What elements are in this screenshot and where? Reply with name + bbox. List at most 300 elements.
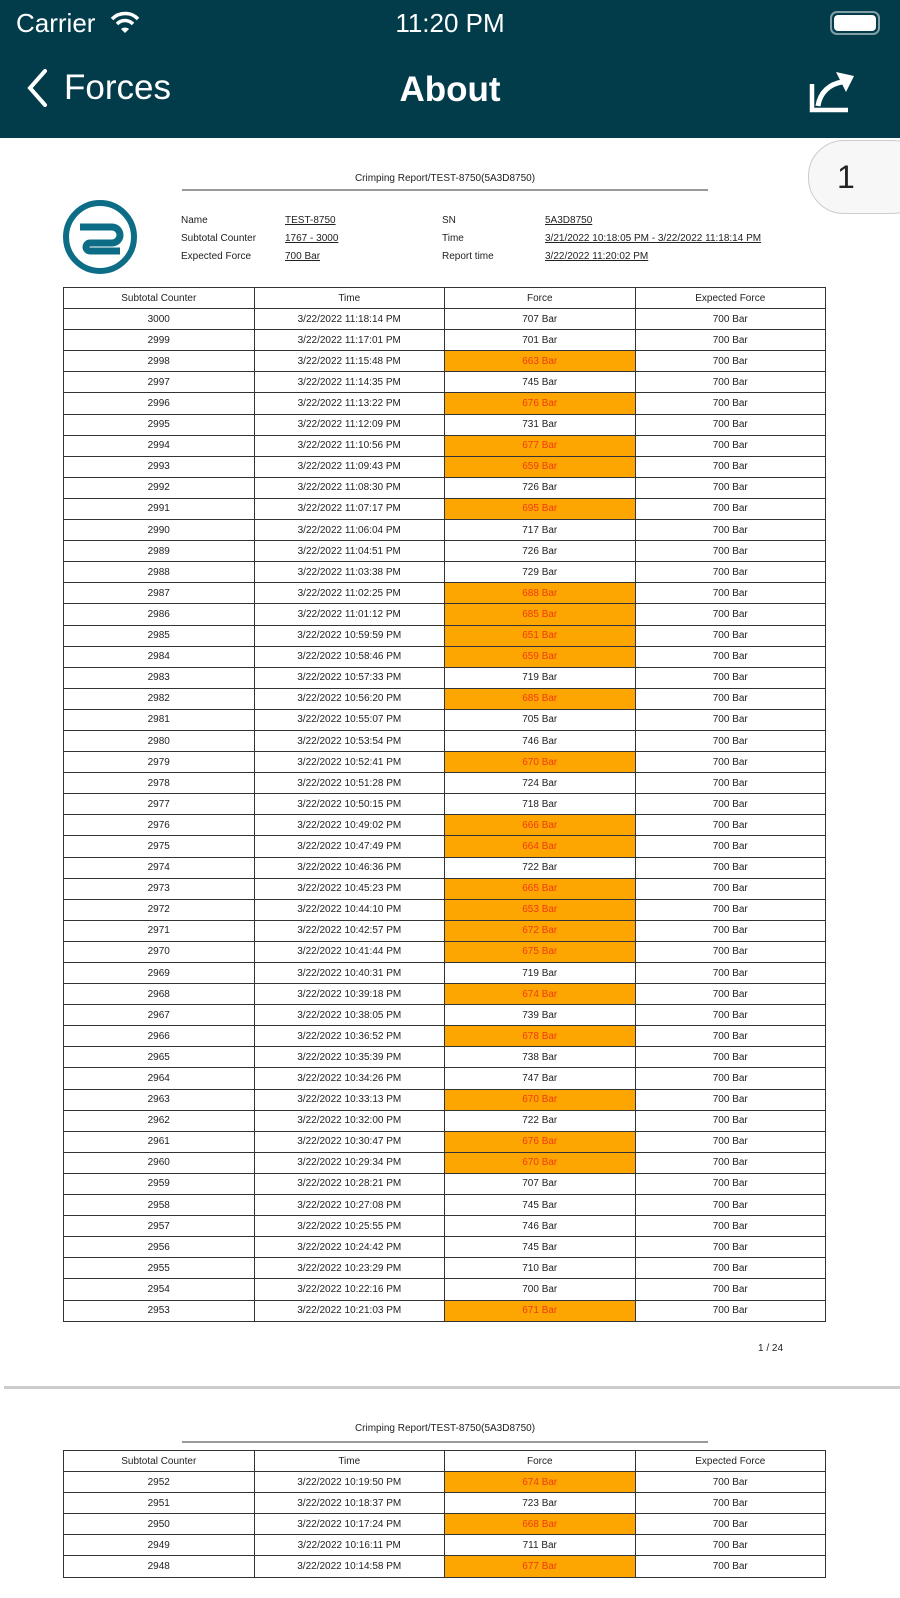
subtotal-counter-cell: 2986 bbox=[64, 604, 255, 625]
table-row bbox=[64, 963, 826, 984]
time-cell: 3/22/2022 10:41:44 PM bbox=[254, 941, 445, 962]
subtotal-counter-cell: 2983 bbox=[64, 667, 255, 688]
time-cell: 3/22/2022 10:35:39 PM bbox=[254, 1047, 445, 1068]
table-row bbox=[64, 984, 826, 1005]
force-cell: 685 Bar bbox=[445, 604, 636, 625]
table-row bbox=[64, 1472, 826, 1493]
subtotal-counter-cell: 2958 bbox=[64, 1195, 255, 1216]
table-row bbox=[64, 941, 826, 962]
force-cell: 663 Bar bbox=[445, 351, 636, 372]
sn-label: SN bbox=[442, 215, 456, 226]
time-cell: 3/22/2022 10:46:36 PM bbox=[254, 857, 445, 878]
force-cell: 719 Bar bbox=[445, 963, 636, 984]
time-cell: 3/22/2022 10:33:13 PM bbox=[254, 1089, 445, 1110]
subtotal-counter-cell: 2963 bbox=[64, 1089, 255, 1110]
subtotal-counter-cell: 2982 bbox=[64, 688, 255, 709]
column-header: Subtotal Counter bbox=[64, 1451, 255, 1472]
subtotal-counter-cell: 2988 bbox=[64, 562, 255, 583]
time-cell: 3/22/2022 10:27:08 PM bbox=[254, 1195, 445, 1216]
force-cell: 675 Bar bbox=[445, 941, 636, 962]
expected-force-cell: 700 Bar bbox=[635, 583, 826, 604]
force-cell: 746 Bar bbox=[445, 1216, 636, 1237]
page-number: 1 / 24 bbox=[758, 1343, 784, 1354]
time-cell: 3/22/2022 10:25:55 PM bbox=[254, 1216, 445, 1237]
column-header: Expected Force bbox=[635, 288, 826, 309]
name-value: TEST-8750 bbox=[285, 215, 336, 226]
expected-force-cell: 700 Bar bbox=[635, 477, 826, 498]
subtotal-counter-cell: 2990 bbox=[64, 520, 255, 541]
subtotal-counter-cell: 2984 bbox=[64, 646, 255, 667]
table-row bbox=[64, 1556, 826, 1577]
time-value: 3/21/2022 10:18:05 PM - 3/22/2022 11:18:14 PM bbox=[545, 233, 762, 244]
expected-force-cell: 700 Bar bbox=[635, 1089, 826, 1110]
time-cell: 3/22/2022 11:08:30 PM bbox=[254, 477, 445, 498]
time-cell: 3/22/2022 11:14:35 PM bbox=[254, 372, 445, 393]
expected-force-label: Expected Force bbox=[181, 251, 252, 262]
table-row bbox=[64, 372, 826, 393]
table-row bbox=[64, 583, 826, 604]
subtotal-counter-cell: 2989 bbox=[64, 541, 255, 562]
expected-force-cell: 700 Bar bbox=[635, 1279, 826, 1300]
force-cell: 711 Bar bbox=[445, 1535, 636, 1556]
table-row bbox=[64, 1514, 826, 1535]
expected-force-cell: 700 Bar bbox=[635, 1110, 826, 1131]
table-row bbox=[64, 330, 826, 351]
force-cell: 664 Bar bbox=[445, 836, 636, 857]
expected-force-cell: 700 Bar bbox=[635, 941, 826, 962]
expected-force-cell: 700 Bar bbox=[635, 435, 826, 456]
table-row bbox=[64, 1068, 826, 1089]
subtotal-counter-cell: 2949 bbox=[64, 1535, 255, 1556]
expected-force-cell: 700 Bar bbox=[635, 1005, 826, 1026]
time-cell: 3/22/2022 11:02:25 PM bbox=[254, 583, 445, 604]
expected-force-cell: 700 Bar bbox=[635, 372, 826, 393]
table-row bbox=[64, 1258, 826, 1279]
sn-value: 5A3D8750 bbox=[545, 215, 593, 226]
time-cell: 3/22/2022 10:47:49 PM bbox=[254, 836, 445, 857]
time-cell: 3/22/2022 11:18:14 PM bbox=[254, 309, 445, 330]
table-row bbox=[64, 899, 826, 920]
expected-force-cell: 700 Bar bbox=[635, 625, 826, 646]
force-cell: 688 Bar bbox=[445, 583, 636, 604]
subtotal-counter-cell: 2960 bbox=[64, 1152, 255, 1173]
expected-force-cell: 700 Bar bbox=[635, 1556, 826, 1577]
subtotal-counter-cell: 2961 bbox=[64, 1131, 255, 1152]
force-cell: 685 Bar bbox=[445, 688, 636, 709]
force-cell: 726 Bar bbox=[445, 477, 636, 498]
expected-force-cell: 700 Bar bbox=[635, 1472, 826, 1493]
table-row bbox=[64, 1110, 826, 1131]
time-cell: 3/22/2022 11:15:48 PM bbox=[254, 351, 445, 372]
force-cell: 653 Bar bbox=[445, 899, 636, 920]
subtotal-counter-cell: 2954 bbox=[64, 1279, 255, 1300]
table-row bbox=[64, 646, 826, 667]
expected-force-cell: 700 Bar bbox=[635, 1258, 826, 1279]
expected-force-cell: 700 Bar bbox=[635, 1237, 826, 1258]
table-row bbox=[64, 1026, 826, 1047]
report-title: Crimping Report/TEST-8750(5A3D8750) bbox=[354, 173, 536, 184]
time-cell: 3/22/2022 10:18:37 PM bbox=[254, 1493, 445, 1514]
subtotal-label: Subtotal Counter bbox=[181, 233, 257, 244]
expected-force-cell: 700 Bar bbox=[635, 794, 826, 815]
time-cell: 3/22/2022 10:32:00 PM bbox=[254, 1110, 445, 1131]
expected-force-cell: 700 Bar bbox=[635, 688, 826, 709]
table-row bbox=[64, 730, 826, 751]
subtotal-counter-cell: 2951 bbox=[64, 1493, 255, 1514]
table-row bbox=[64, 562, 826, 583]
time-cell: 3/22/2022 10:51:28 PM bbox=[254, 773, 445, 794]
force-cell: 677 Bar bbox=[445, 1556, 636, 1577]
subtotal-counter-cell: 2972 bbox=[64, 899, 255, 920]
table-row bbox=[64, 878, 826, 899]
time-cell: 3/22/2022 10:42:57 PM bbox=[254, 920, 445, 941]
expected-force-cell: 700 Bar bbox=[635, 456, 826, 477]
subtotal-counter-cell: 2980 bbox=[64, 730, 255, 751]
expected-force-cell: 700 Bar bbox=[635, 1216, 826, 1237]
time-cell: 3/22/2022 10:58:46 PM bbox=[254, 646, 445, 667]
force-cell: 659 Bar bbox=[445, 646, 636, 667]
force-cell: 670 Bar bbox=[445, 752, 636, 773]
force-cell: 746 Bar bbox=[445, 730, 636, 751]
expected-force-cell: 700 Bar bbox=[635, 562, 826, 583]
page-indicator: 1 bbox=[808, 140, 900, 214]
company-logo bbox=[62, 199, 138, 278]
table-header-row bbox=[64, 288, 826, 309]
subtotal-counter-cell: 2953 bbox=[64, 1300, 255, 1321]
column-header: Time bbox=[254, 288, 445, 309]
table-row bbox=[64, 773, 826, 794]
time-cell: 3/22/2022 10:21:03 PM bbox=[254, 1300, 445, 1321]
expected-force-cell: 700 Bar bbox=[635, 984, 826, 1005]
title-divider bbox=[182, 189, 708, 191]
time-cell: 3/22/2022 10:44:10 PM bbox=[254, 899, 445, 920]
expected-force-cell: 700 Bar bbox=[635, 878, 826, 899]
force-cell: 670 Bar bbox=[445, 1089, 636, 1110]
table-row bbox=[64, 794, 826, 815]
force-cell: 718 Bar bbox=[445, 794, 636, 815]
subtotal-counter-cell: 2955 bbox=[64, 1258, 255, 1279]
subtotal-counter-cell: 2964 bbox=[64, 1068, 255, 1089]
table-row bbox=[64, 1047, 826, 1068]
time-cell: 3/22/2022 10:14:58 PM bbox=[254, 1556, 445, 1577]
force-cell: 722 Bar bbox=[445, 857, 636, 878]
force-cell: 700 Bar bbox=[445, 1279, 636, 1300]
force-cell: 670 Bar bbox=[445, 1152, 636, 1173]
time-cell: 3/22/2022 10:57:33 PM bbox=[254, 667, 445, 688]
table-row bbox=[64, 1131, 826, 1152]
force-cell: 671 Bar bbox=[445, 1300, 636, 1321]
time-cell: 3/22/2022 11:12:09 PM bbox=[254, 414, 445, 435]
back-label: Forces bbox=[64, 68, 171, 107]
table-row bbox=[64, 541, 826, 562]
time-cell: 3/22/2022 11:09:43 PM bbox=[254, 456, 445, 477]
subtotal-counter-cell: 2979 bbox=[64, 752, 255, 773]
force-cell: 674 Bar bbox=[445, 984, 636, 1005]
force-cell: 678 Bar bbox=[445, 1026, 636, 1047]
time-cell: 3/22/2022 10:59:59 PM bbox=[254, 625, 445, 646]
expected-force-cell: 700 Bar bbox=[635, 1535, 826, 1556]
expected-force-cell: 700 Bar bbox=[635, 899, 826, 920]
expected-force-cell: 700 Bar bbox=[635, 1173, 826, 1194]
time-cell: 3/22/2022 10:40:31 PM bbox=[254, 963, 445, 984]
time-cell: 3/22/2022 10:50:15 PM bbox=[254, 794, 445, 815]
force-cell: 745 Bar bbox=[445, 372, 636, 393]
time-cell: 3/22/2022 10:36:52 PM bbox=[254, 1026, 445, 1047]
force-cell: 745 Bar bbox=[445, 1237, 636, 1258]
table-row bbox=[64, 1089, 826, 1110]
time-cell: 3/22/2022 10:16:11 PM bbox=[254, 1535, 445, 1556]
table-row bbox=[64, 1300, 826, 1321]
column-header: Force bbox=[445, 288, 636, 309]
subtotal-counter-cell: 2959 bbox=[64, 1173, 255, 1194]
subtotal-counter-cell: 2968 bbox=[64, 984, 255, 1005]
time-cell: 3/22/2022 10:19:50 PM bbox=[254, 1472, 445, 1493]
subtotal-counter-cell: 2994 bbox=[64, 435, 255, 456]
force-cell: 707 Bar bbox=[445, 309, 636, 330]
table-row bbox=[64, 1535, 826, 1556]
force-cell: 668 Bar bbox=[445, 1514, 636, 1535]
table-row bbox=[64, 625, 826, 646]
expected-force-cell: 700 Bar bbox=[635, 393, 826, 414]
time-cell: 3/22/2022 10:56:20 PM bbox=[254, 688, 445, 709]
force-cell: 677 Bar bbox=[445, 435, 636, 456]
subtotal-counter-cell: 2976 bbox=[64, 815, 255, 836]
table-row bbox=[64, 1237, 826, 1258]
force-cell: 695 Bar bbox=[445, 498, 636, 519]
table-row bbox=[64, 667, 826, 688]
table-row bbox=[64, 1493, 826, 1514]
time-cell: 3/22/2022 11:04:51 PM bbox=[254, 541, 445, 562]
subtotal-counter-cell: 2962 bbox=[64, 1110, 255, 1131]
force-cell: 659 Bar bbox=[445, 456, 636, 477]
expected-force-cell: 700 Bar bbox=[635, 604, 826, 625]
force-cell: 672 Bar bbox=[445, 920, 636, 941]
subtotal-counter-cell: 2991 bbox=[64, 498, 255, 519]
force-cell: 710 Bar bbox=[445, 1258, 636, 1279]
report-time-value: 3/22/2022 11:20:02 PM bbox=[545, 251, 649, 262]
table-row bbox=[64, 414, 826, 435]
time-cell: 3/22/2022 10:24:42 PM bbox=[254, 1237, 445, 1258]
table-row bbox=[64, 1279, 826, 1300]
time-cell: 3/22/2022 10:38:05 PM bbox=[254, 1005, 445, 1026]
subtotal-counter-cell: 3000 bbox=[64, 309, 255, 330]
expected-force-cell: 700 Bar bbox=[635, 520, 826, 541]
force-cell: 707 Bar bbox=[445, 1173, 636, 1194]
time-cell: 3/22/2022 10:23:29 PM bbox=[254, 1258, 445, 1279]
force-cell: 747 Bar bbox=[445, 1068, 636, 1089]
time-cell: 3/22/2022 10:39:18 PM bbox=[254, 984, 445, 1005]
time-cell: 3/22/2022 10:30:47 PM bbox=[254, 1131, 445, 1152]
subtotal-counter-cell: 2971 bbox=[64, 920, 255, 941]
expected-force-cell: 700 Bar bbox=[635, 730, 826, 751]
table-row bbox=[64, 1152, 826, 1173]
status-time: 11:20 PM bbox=[395, 8, 505, 38]
time-cell: 3/22/2022 11:10:56 PM bbox=[254, 435, 445, 456]
time-cell: 3/22/2022 10:22:16 PM bbox=[254, 1279, 445, 1300]
subtotal-counter-cell: 2970 bbox=[64, 941, 255, 962]
table-row bbox=[64, 752, 826, 773]
column-header: Subtotal Counter bbox=[64, 288, 255, 309]
expected-force-cell: 700 Bar bbox=[635, 836, 826, 857]
force-cell: 719 Bar bbox=[445, 667, 636, 688]
time-cell: 3/22/2022 11:17:01 PM bbox=[254, 330, 445, 351]
expected-force-cell: 700 Bar bbox=[635, 414, 826, 435]
force-cell: 731 Bar bbox=[445, 414, 636, 435]
report-title-page-2: Crimping Report/TEST-8750(5A3D8750) bbox=[354, 1423, 536, 1434]
force-cell: 738 Bar bbox=[445, 1047, 636, 1068]
time-cell: 3/22/2022 11:06:04 PM bbox=[254, 520, 445, 541]
subtotal-counter-cell: 2998 bbox=[64, 351, 255, 372]
table-row bbox=[64, 498, 826, 519]
force-table-page-1 bbox=[63, 287, 826, 1322]
expected-force-cell: 700 Bar bbox=[635, 963, 826, 984]
table-row bbox=[64, 520, 826, 541]
expected-force-cell: 700 Bar bbox=[635, 815, 826, 836]
table-header-row bbox=[64, 1451, 826, 1472]
table-row bbox=[64, 836, 826, 857]
time-cell: 3/22/2022 11:03:38 PM bbox=[254, 562, 445, 583]
time-cell: 3/22/2022 10:55:07 PM bbox=[254, 709, 445, 730]
subtotal-counter-cell: 2956 bbox=[64, 1237, 255, 1258]
force-cell: 739 Bar bbox=[445, 1005, 636, 1026]
expected-force-cell: 700 Bar bbox=[635, 1152, 826, 1173]
subtotal-counter-cell: 2948 bbox=[64, 1556, 255, 1577]
expected-force-cell: 700 Bar bbox=[635, 498, 826, 519]
subtotal-counter-cell: 2965 bbox=[64, 1047, 255, 1068]
force-cell: 722 Bar bbox=[445, 1110, 636, 1131]
time-cell: 3/22/2022 11:13:22 PM bbox=[254, 393, 445, 414]
subtotal-counter-cell: 2977 bbox=[64, 794, 255, 815]
table-row bbox=[64, 688, 826, 709]
time-cell: 3/22/2022 10:53:54 PM bbox=[254, 730, 445, 751]
column-header: Force bbox=[445, 1451, 636, 1472]
time-label: Time bbox=[442, 233, 464, 244]
time-cell: 3/22/2022 10:17:24 PM bbox=[254, 1514, 445, 1535]
time-cell: 3/22/2022 10:28:21 PM bbox=[254, 1173, 445, 1194]
expected-force-cell: 700 Bar bbox=[635, 857, 826, 878]
force-cell: 726 Bar bbox=[445, 541, 636, 562]
expected-force-cell: 700 Bar bbox=[635, 330, 826, 351]
expected-force-cell: 700 Bar bbox=[635, 1026, 826, 1047]
subtotal-counter-cell: 2981 bbox=[64, 709, 255, 730]
expected-force-cell: 700 Bar bbox=[635, 1195, 826, 1216]
table-row bbox=[64, 1005, 826, 1026]
expected-force-cell: 700 Bar bbox=[635, 1493, 826, 1514]
table-row bbox=[64, 477, 826, 498]
force-cell: 745 Bar bbox=[445, 1195, 636, 1216]
force-cell: 705 Bar bbox=[445, 709, 636, 730]
force-cell: 723 Bar bbox=[445, 1493, 636, 1514]
table-row bbox=[64, 709, 826, 730]
force-cell: 729 Bar bbox=[445, 562, 636, 583]
table-row bbox=[64, 309, 826, 330]
subtotal-counter-cell: 2987 bbox=[64, 583, 255, 604]
table-row bbox=[64, 1173, 826, 1194]
expected-force-cell: 700 Bar bbox=[635, 646, 826, 667]
carrier-label: Carrier bbox=[16, 8, 96, 38]
table-row bbox=[64, 351, 826, 372]
expected-force-cell: 700 Bar bbox=[635, 1131, 826, 1152]
subtotal-counter-cell: 2996 bbox=[64, 393, 255, 414]
expected-force-cell: 700 Bar bbox=[635, 920, 826, 941]
subtotal-counter-cell: 2999 bbox=[64, 330, 255, 351]
force-cell: 676 Bar bbox=[445, 1131, 636, 1152]
subtotal-counter-cell: 2966 bbox=[64, 1026, 255, 1047]
table-row bbox=[64, 920, 826, 941]
subtotal-counter-cell: 2992 bbox=[64, 477, 255, 498]
expected-force-value: 700 Bar bbox=[285, 251, 321, 262]
expected-force-cell: 700 Bar bbox=[635, 1300, 826, 1321]
subtotal-counter-cell: 2978 bbox=[64, 773, 255, 794]
column-header: Time bbox=[254, 1451, 445, 1472]
table-row bbox=[64, 1216, 826, 1237]
subtotal-counter-cell: 2967 bbox=[64, 1005, 255, 1026]
expected-force-cell: 700 Bar bbox=[635, 541, 826, 562]
subtotal-counter-cell: 2957 bbox=[64, 1216, 255, 1237]
report-time-label: Report time bbox=[442, 251, 494, 262]
table-row bbox=[64, 1195, 826, 1216]
expected-force-cell: 700 Bar bbox=[635, 309, 826, 330]
subtotal-counter-cell: 2985 bbox=[64, 625, 255, 646]
title-divider-page-2 bbox=[182, 1441, 708, 1443]
subtotal-counter-cell: 2969 bbox=[64, 963, 255, 984]
name-label: Name bbox=[181, 215, 208, 226]
time-cell: 3/22/2022 10:49:02 PM bbox=[254, 815, 445, 836]
subtotal-counter-cell: 2950 bbox=[64, 1514, 255, 1535]
force-cell: 674 Bar bbox=[445, 1472, 636, 1493]
time-cell: 3/22/2022 10:29:34 PM bbox=[254, 1152, 445, 1173]
column-header: Expected Force bbox=[635, 1451, 826, 1472]
page-separator bbox=[4, 1386, 900, 1389]
force-table-page-2 bbox=[63, 1450, 826, 1578]
subtotal-counter-cell: 2975 bbox=[64, 836, 255, 857]
subtotal-counter-cell: 2952 bbox=[64, 1472, 255, 1493]
force-cell: 701 Bar bbox=[445, 330, 636, 351]
page-title: About bbox=[399, 70, 501, 109]
force-cell: 651 Bar bbox=[445, 625, 636, 646]
subtotal-counter-cell: 2974 bbox=[64, 857, 255, 878]
expected-force-cell: 700 Bar bbox=[635, 667, 826, 688]
time-cell: 3/22/2022 10:45:23 PM bbox=[254, 878, 445, 899]
expected-force-cell: 700 Bar bbox=[635, 1514, 826, 1535]
table-row bbox=[64, 815, 826, 836]
force-cell: 676 Bar bbox=[445, 393, 636, 414]
expected-force-cell: 700 Bar bbox=[635, 773, 826, 794]
time-cell: 3/22/2022 10:52:41 PM bbox=[254, 752, 445, 773]
time-cell: 3/22/2022 11:01:12 PM bbox=[254, 604, 445, 625]
expected-force-cell: 700 Bar bbox=[635, 709, 826, 730]
subtotal-value: 1767 - 3000 bbox=[285, 233, 339, 244]
expected-force-cell: 700 Bar bbox=[635, 752, 826, 773]
expected-force-cell: 700 Bar bbox=[635, 351, 826, 372]
table-row bbox=[64, 857, 826, 878]
time-cell: 3/22/2022 11:07:17 PM bbox=[254, 498, 445, 519]
subtotal-counter-cell: 2995 bbox=[64, 414, 255, 435]
force-cell: 665 Bar bbox=[445, 878, 636, 899]
expected-force-cell: 700 Bar bbox=[635, 1047, 826, 1068]
time-cell: 3/22/2022 10:34:26 PM bbox=[254, 1068, 445, 1089]
force-cell: 724 Bar bbox=[445, 773, 636, 794]
expected-force-cell: 700 Bar bbox=[635, 1068, 826, 1089]
force-cell: 666 Bar bbox=[445, 815, 636, 836]
force-cell: 717 Bar bbox=[445, 520, 636, 541]
table-row bbox=[64, 604, 826, 625]
subtotal-counter-cell: 2997 bbox=[64, 372, 255, 393]
subtotal-counter-cell: 2973 bbox=[64, 878, 255, 899]
table-row bbox=[64, 435, 826, 456]
subtotal-counter-cell: 2993 bbox=[64, 456, 255, 477]
table-row bbox=[64, 393, 826, 414]
